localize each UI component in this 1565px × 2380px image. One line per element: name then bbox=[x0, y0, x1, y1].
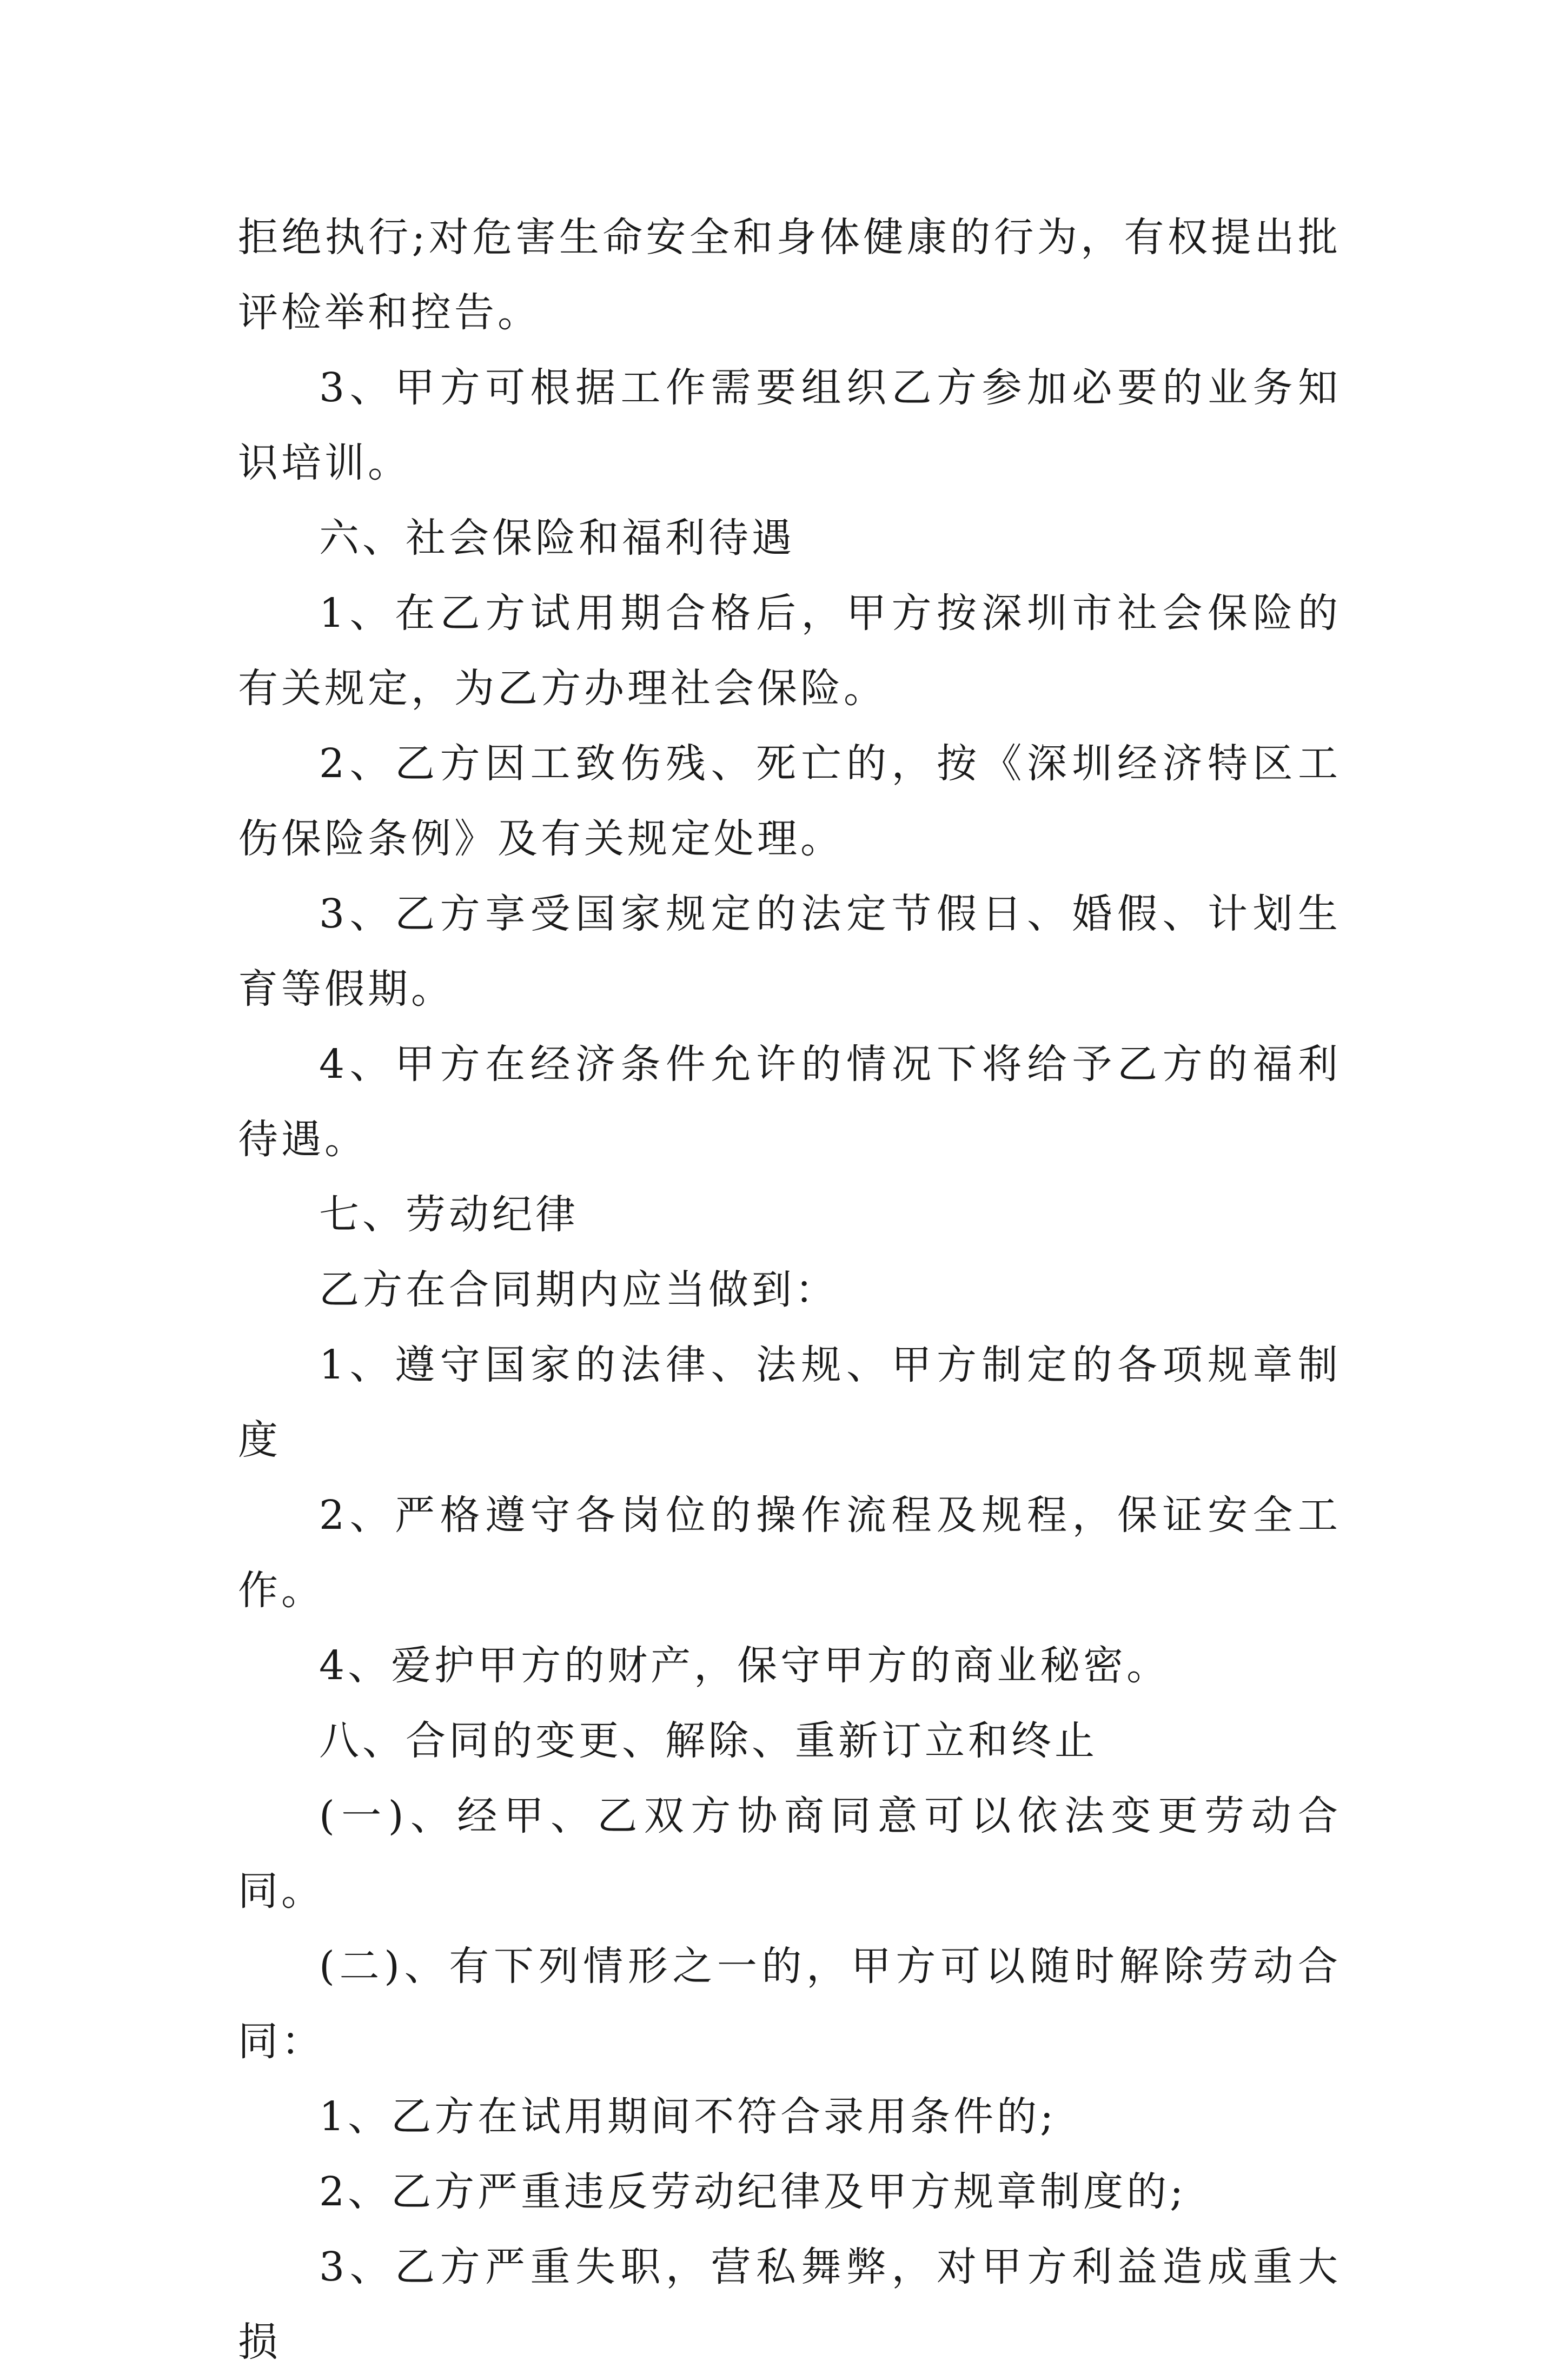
section-heading: 六、社会保险和福利待遇 bbox=[319, 515, 795, 561]
paragraph: 3、乙方享受国家规定的法定节假日、婚假、计划生育等假期。 bbox=[238, 891, 1341, 1012]
paragraph: (二)、有下列情形之一的，甲方可以随时解除劳动合同： bbox=[238, 1943, 1341, 2065]
section-heading: 八、合同的变更、解除、重新订立和终止 bbox=[319, 1718, 1098, 1764]
document-body bbox=[238, 200, 1341, 2380]
paragraph: 3、乙方严重失职，营私舞弊，对甲方利益造成重大损 bbox=[238, 2244, 1341, 2365]
paragraph: 3、甲方可根据工作需要组织乙方参加必要的业务知识培训。 bbox=[238, 364, 1341, 486]
paragraph: 乙方在合同期内应当做到： bbox=[319, 1267, 838, 1313]
paragraph: 2、严格遵守各岗位的操作流程及规程，保证安全工作。 bbox=[238, 1492, 1341, 1614]
paragraph: 4、爱护甲方的财产，保守甲方的商业秘密。 bbox=[319, 1642, 1170, 1689]
paragraph: 2、乙方因工致伤残、死亡的，按《深圳经济特区工伤保险条例》及有关规定处理。 bbox=[238, 740, 1341, 862]
paragraph: (一)、经甲、乙双方协商同意可以依法变更劳动合同。 bbox=[238, 1793, 1341, 1914]
paragraph: 拒绝执行;对危害生命安全和身体健康的行为，有权提出批评检举和控告。 bbox=[238, 214, 1341, 336]
paragraph: 2、乙方严重违反劳动纪律及甲方规章制度的; bbox=[319, 2169, 1187, 2215]
paragraph: 1、乙方在试用期间不符合录用条件的; bbox=[319, 2093, 1057, 2140]
paragraph: 1、遵守国家的法律、法规、甲方制定的各项规章制度 bbox=[238, 1342, 1341, 1463]
paragraph: 4、甲方在经济条件允许的情况下将给予乙方的福利待遇。 bbox=[238, 1041, 1341, 1163]
section-heading: 七、劳动纪律 bbox=[319, 1191, 579, 1238]
paragraph: 1、在乙方试用期合格后，甲方按深圳市社会保险的有关规定，为乙方办理社会保险。 bbox=[238, 590, 1341, 712]
